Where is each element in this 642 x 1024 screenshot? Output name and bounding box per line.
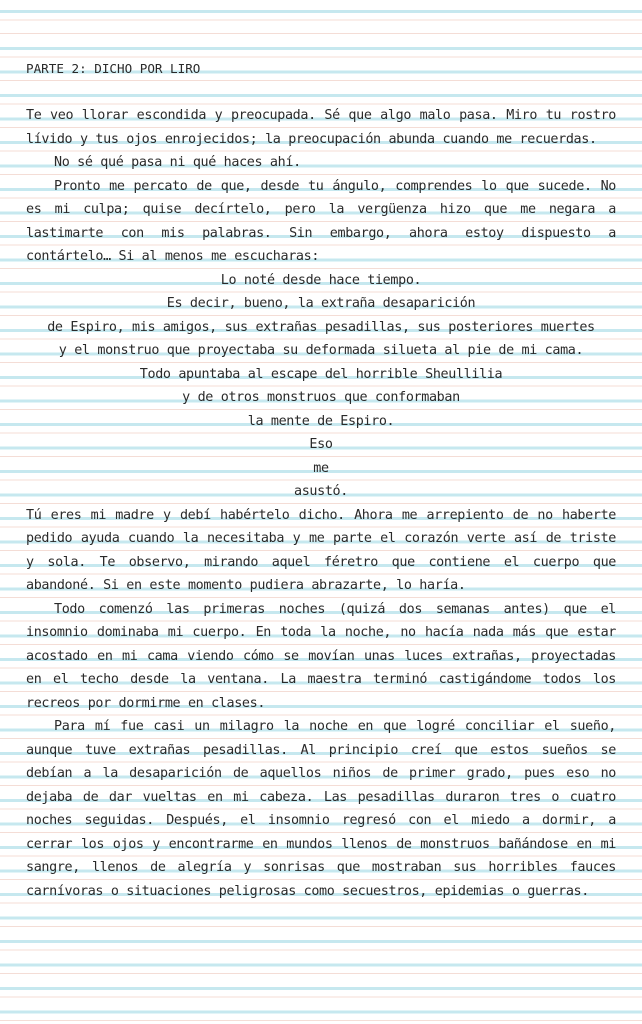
paragraph-6: Para mí fue casi un milagro la noche en que logré conciliar el sueño, aunque tuve extrañas pesadillas. Al principio creí que estos sueños se debían a la desaparición de aquellos niños de primer grado, pues eso no dejaba de dar vueltas en mi cabeza. Las pesadillas duraron tres o cuatro noches seguidas. Después, el insomnio regresó con el miedo a dormir, a cerrar los ojos y encontrarme en mundos llenos de monstruos bañándose en mi sangre, llenos de alegría y sonrisas que mostraban sus horribles fauces carnívoras o situaciones peligrosas como secuestros, epidemias o guerras.	[26, 719, 616, 899]
poem-line: Es decir, bueno, la extraña desaparición	[166, 296, 476, 311]
poem-line: Lo noté desde hace tiempo.	[220, 272, 422, 288]
poem-line: me	[313, 460, 329, 476]
poem-line: y el monstruo que proyectaba su deformada silueta al pie de mi cama.	[58, 343, 584, 358]
chapter-heading: PARTE 2: DICHO POR LIRO	[26, 61, 201, 76]
poem-line: y de otros monstruos que conformaban	[182, 390, 460, 405]
paragraph-2: No sé qué pasa ni qué haces ahí.	[54, 155, 301, 170]
paragraph-1: Te veo llorar escondida y preocupada. Sé que algo malo pasa. Miro tu rostro lívido y tus ojos enrojecidos; la preocupación abunda cuando me recuerdas.	[26, 108, 616, 147]
poem-line: la mente de Espiro.	[247, 413, 395, 429]
poem-line: Todo apuntaba al escape del horrible Sheullilia	[139, 366, 503, 382]
blank-line	[26, 81, 616, 105]
paragraph-4: Tú eres mi madre y debí habértelo dicho. Ahora me arrepiento de no haberte pedido ayuda cuando la necesitaba y me parte el corazón verte así de triste y sola. Te observo, mirando aquel féretro que contiene el cuerpo que abandoné. Si en este momento pudiera abrazarte, lo haría.	[26, 507, 616, 593]
poem-line: Eso	[309, 437, 333, 452]
notebook-page	[26, 57, 616, 903]
poem-line: de Espiro, mis amigos, sus extrañas pesadillas, sus posteriores muertes	[47, 319, 595, 335]
paragraph-5: Todo comenzó las primeras noches (quizá dos semanas antes) que el insomnio dominaba mi cuerpo. En toda la noche, no hacía nada más que estar acostado en mi cama viendo cómo se movían unas luces extrañas, proyectadas en el techo desde la ventana. La maestra terminó castigándome todos los recreos por dormirme en clases.	[26, 601, 616, 711]
paragraph-3: Pronto me percato de que, desde tu ángulo, comprendes lo que sucede. No es mi culpa; quise decírtelo, pero la vergüenza hizo que me negara a lastimarte con mis palabras. Sin embargo, ahora estoy dispuesto a contártelo… Si al menos me escucharas:	[26, 178, 616, 264]
poem-line: asustó.	[294, 484, 348, 499]
poem-block	[26, 269, 616, 504]
